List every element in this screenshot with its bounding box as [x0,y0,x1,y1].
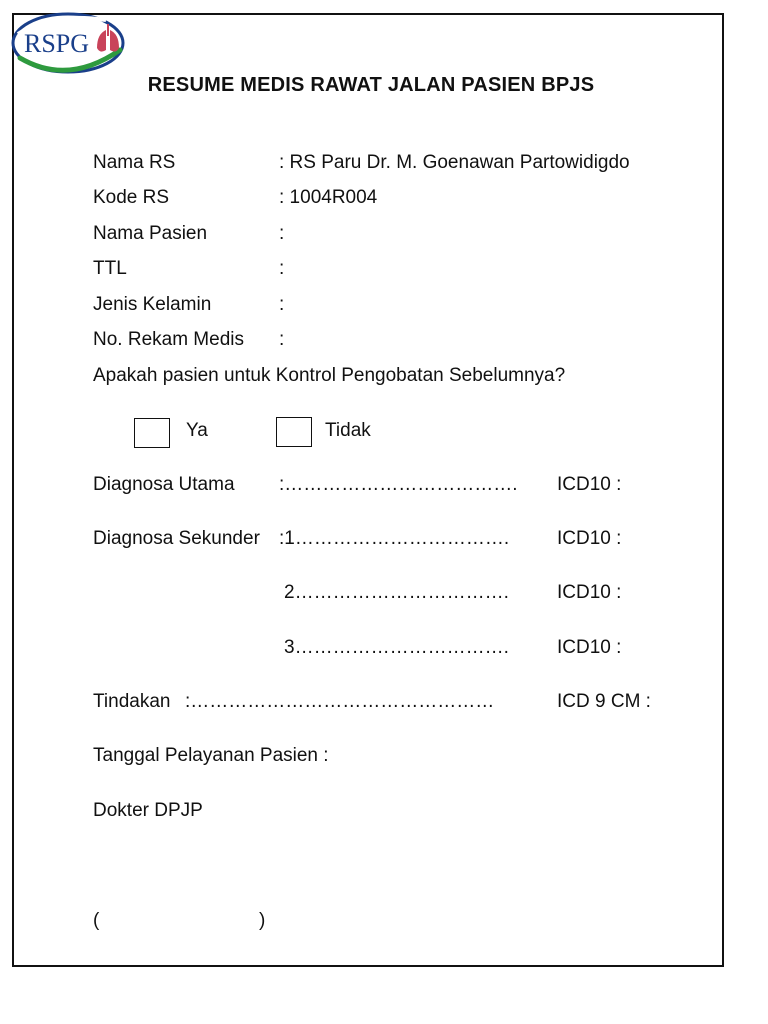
field-label-nama-pasien: Nama Pasien [93,223,208,244]
tindakan-label: Tindakan [93,691,171,712]
field-value-jenis-kelamin: : [279,294,285,315]
checkbox-ya[interactable] [134,418,170,448]
dokter-dpjp-label: Dokter DPJP [93,800,203,821]
field-label-no-rekam-medis: No. Rekam Medis [93,329,244,350]
diagnosa-sekunder-line-1: :1……………………………. [279,528,510,549]
checkbox-tidak-label: Tidak [325,420,371,441]
diagnosa-sekunder-label: Diagnosa Sekunder [93,528,260,549]
control-question: Apakah pasien untuk Kontrol Pengobatan Sebelumnya? [93,365,566,386]
rspg-logo [10,10,126,76]
diagnosa-utama-label: Diagnosa Utama [93,474,235,495]
tindakan-line: :………………………………………… [185,691,495,712]
field-value-nama-pasien: : [279,223,285,244]
checkbox-tidak[interactable] [276,417,312,447]
diagnosa-sekunder-icd-2: ICD10 : [557,582,622,603]
form-title: RESUME MEDIS RAWAT JALAN PASIEN BPJS [147,74,595,96]
diagnosa-sekunder-icd-3: ICD10 : [557,637,622,658]
field-value-no-rekam-medis: : [279,329,285,350]
diagnosa-sekunder-line-2: 2……………………………. [284,582,509,603]
field-label-jenis-kelamin: Jenis Kelamin [93,294,212,315]
field-value-ttl: : [279,258,285,279]
logo-lettering: RSPG [24,29,90,58]
diagnosa-utama-icd: ICD10 : [557,474,622,495]
tindakan-icd: ICD 9 CM : [557,691,651,712]
diagnosa-sekunder-line-3: 3……………………………. [284,637,509,658]
checkbox-ya-label: Ya [186,420,208,441]
diagnosa-sekunder-icd-1: ICD10 : [557,528,622,549]
signature-open-paren: ( [93,910,100,931]
field-label-ttl: TTL [93,258,127,279]
field-value-nama-rs: : RS Paru Dr. M. Goenawan Partowidigdo [279,152,630,173]
tanggal-pelayanan-label: Tanggal Pelayanan Pasien : [93,745,329,766]
field-label-nama-rs: Nama RS [93,152,176,173]
field-value-kode-rs: : 1004R004 [279,187,378,208]
field-label-kode-rs: Kode RS [93,187,170,208]
diagnosa-utama-line: :………………………………. [279,474,518,495]
signature-close-paren: ) [259,910,266,931]
